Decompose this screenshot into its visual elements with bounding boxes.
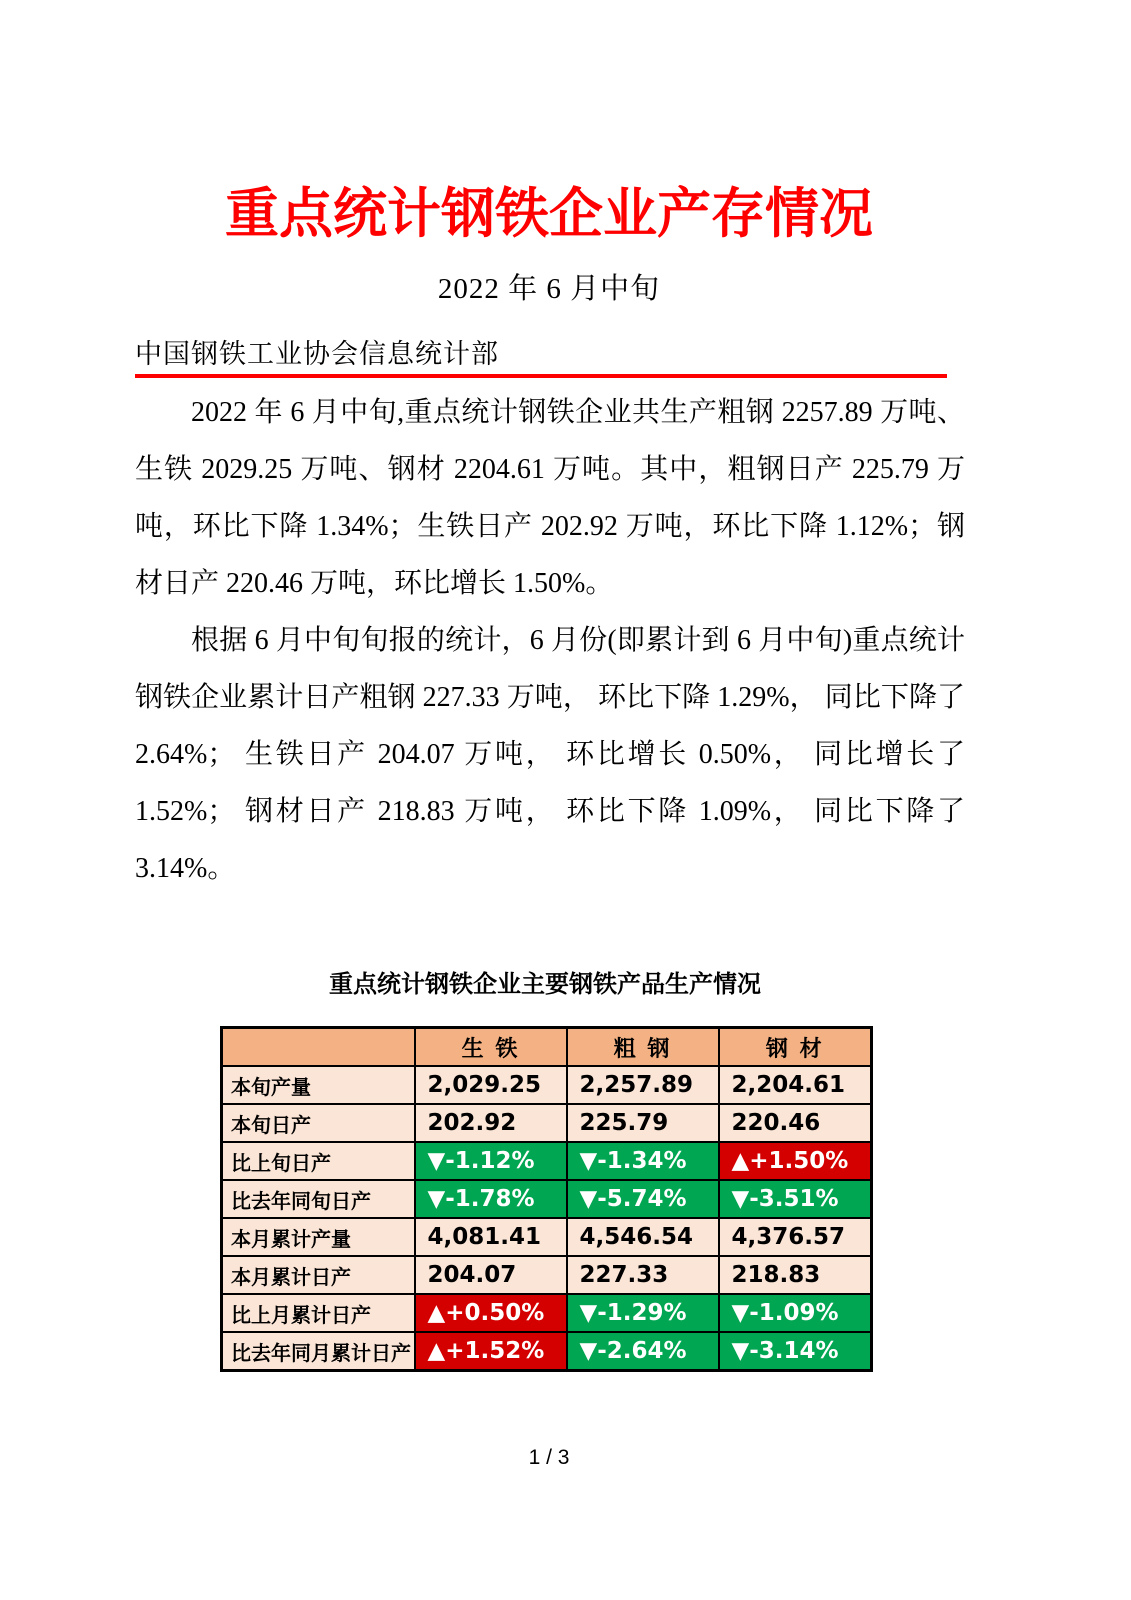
data-cell: 220.46 [719, 1104, 872, 1142]
column-header: 粗 钢 [567, 1028, 719, 1067]
table-row [222, 1180, 872, 1218]
row-label: 比去年同旬日产 [222, 1180, 415, 1218]
data-cell: ▼-1.78% [415, 1180, 567, 1218]
row-label: 比上旬日产 [222, 1142, 415, 1180]
table-row [222, 1256, 872, 1294]
data-cell: ▲+1.52% [415, 1332, 567, 1371]
data-cell: ▼-1.12% [415, 1142, 567, 1180]
data-cell: 4,376.57 [719, 1218, 872, 1256]
column-header: 钢 材 [719, 1028, 872, 1067]
data-cell: 4,081.41 [415, 1218, 567, 1256]
production-table [220, 1026, 873, 1372]
table-row [222, 1104, 872, 1142]
data-cell: 204.07 [415, 1256, 567, 1294]
data-cell: ▼-1.29% [567, 1294, 719, 1332]
doc-subtitle: 2022 年 6 月中旬 [437, 273, 661, 305]
red-divider [135, 374, 947, 378]
row-label: 本旬产量 [222, 1066, 415, 1104]
data-cell: ▲+1.50% [719, 1142, 872, 1180]
data-cell: ▼-5.74% [567, 1180, 719, 1218]
table-row [222, 1066, 872, 1104]
data-cell: ▼-1.09% [719, 1294, 872, 1332]
data-cell: 227.33 [567, 1256, 719, 1294]
data-cell: 4,546.54 [567, 1218, 719, 1256]
row-label: 本月累计日产 [222, 1256, 415, 1294]
data-cell: 225.79 [567, 1104, 719, 1142]
table-row [222, 1218, 872, 1256]
corner-cell [222, 1028, 415, 1067]
table-row [222, 1332, 872, 1371]
data-cell: 2,257.89 [567, 1066, 719, 1104]
department-name: 中国钢铁工业协会信息统计部 [135, 339, 499, 369]
data-cell: 202.92 [415, 1104, 567, 1142]
paragraph-1: 2022 年 6 月中旬,重点统计钢铁企业共生产粗钢 2257.89 万吨、生铁 2029.25 万吨、钢材 2204.61 万吨。其中，粗钢日产 225.79 万吨，环比下降 1.34%；生铁日产 202.92 万吨，环比下降 1.12%；钢材日产 220.46 万吨，环比增长 1.50%。 [135, 397, 965, 599]
body-text [135, 384, 965, 897]
row-label: 本月累计产量 [222, 1218, 415, 1256]
data-cell: ▼-1.34% [567, 1142, 719, 1180]
production-table-body [222, 1028, 872, 1371]
page-number: 1 / 3 [528, 1446, 570, 1469]
table-header-row [222, 1028, 872, 1067]
row-label: 本旬日产 [222, 1104, 415, 1142]
data-cell: 2,204.61 [719, 1066, 872, 1104]
table-row [222, 1142, 872, 1180]
table-title: 重点统计钢铁企业主要钢铁产品生产情况 [329, 971, 761, 998]
data-cell: ▼-3.14% [719, 1332, 872, 1371]
page-title: 重点统计钢铁企业产存情况 [225, 184, 873, 244]
data-cell: 218.83 [719, 1256, 872, 1294]
table-row [222, 1294, 872, 1332]
column-header: 生 铁 [415, 1028, 567, 1067]
data-cell: ▼-3.51% [719, 1180, 872, 1218]
row-label: 比去年同月累计日产 [222, 1332, 415, 1371]
data-cell: ▼-2.64% [567, 1332, 719, 1371]
row-label: 比上月累计日产 [222, 1294, 415, 1332]
data-cell: ▲+0.50% [415, 1294, 567, 1332]
data-cell: 2,029.25 [415, 1066, 567, 1104]
paragraph-2: 根据 6 月中旬旬报的统计，6 月份(即累计到 6 月中旬)重点统计钢铁企业累计日产粗钢 227.33 万吨， 环比下降 1.29%， 同比下降了 2.64%； 生铁日产 204.07 万吨， 环比增长 0.50%， 同比增长了 1.52%； 钢材日产 218.83 万吨， 环比下降 1.09%， 同比下降了 3.14%。 [135, 625, 965, 884]
